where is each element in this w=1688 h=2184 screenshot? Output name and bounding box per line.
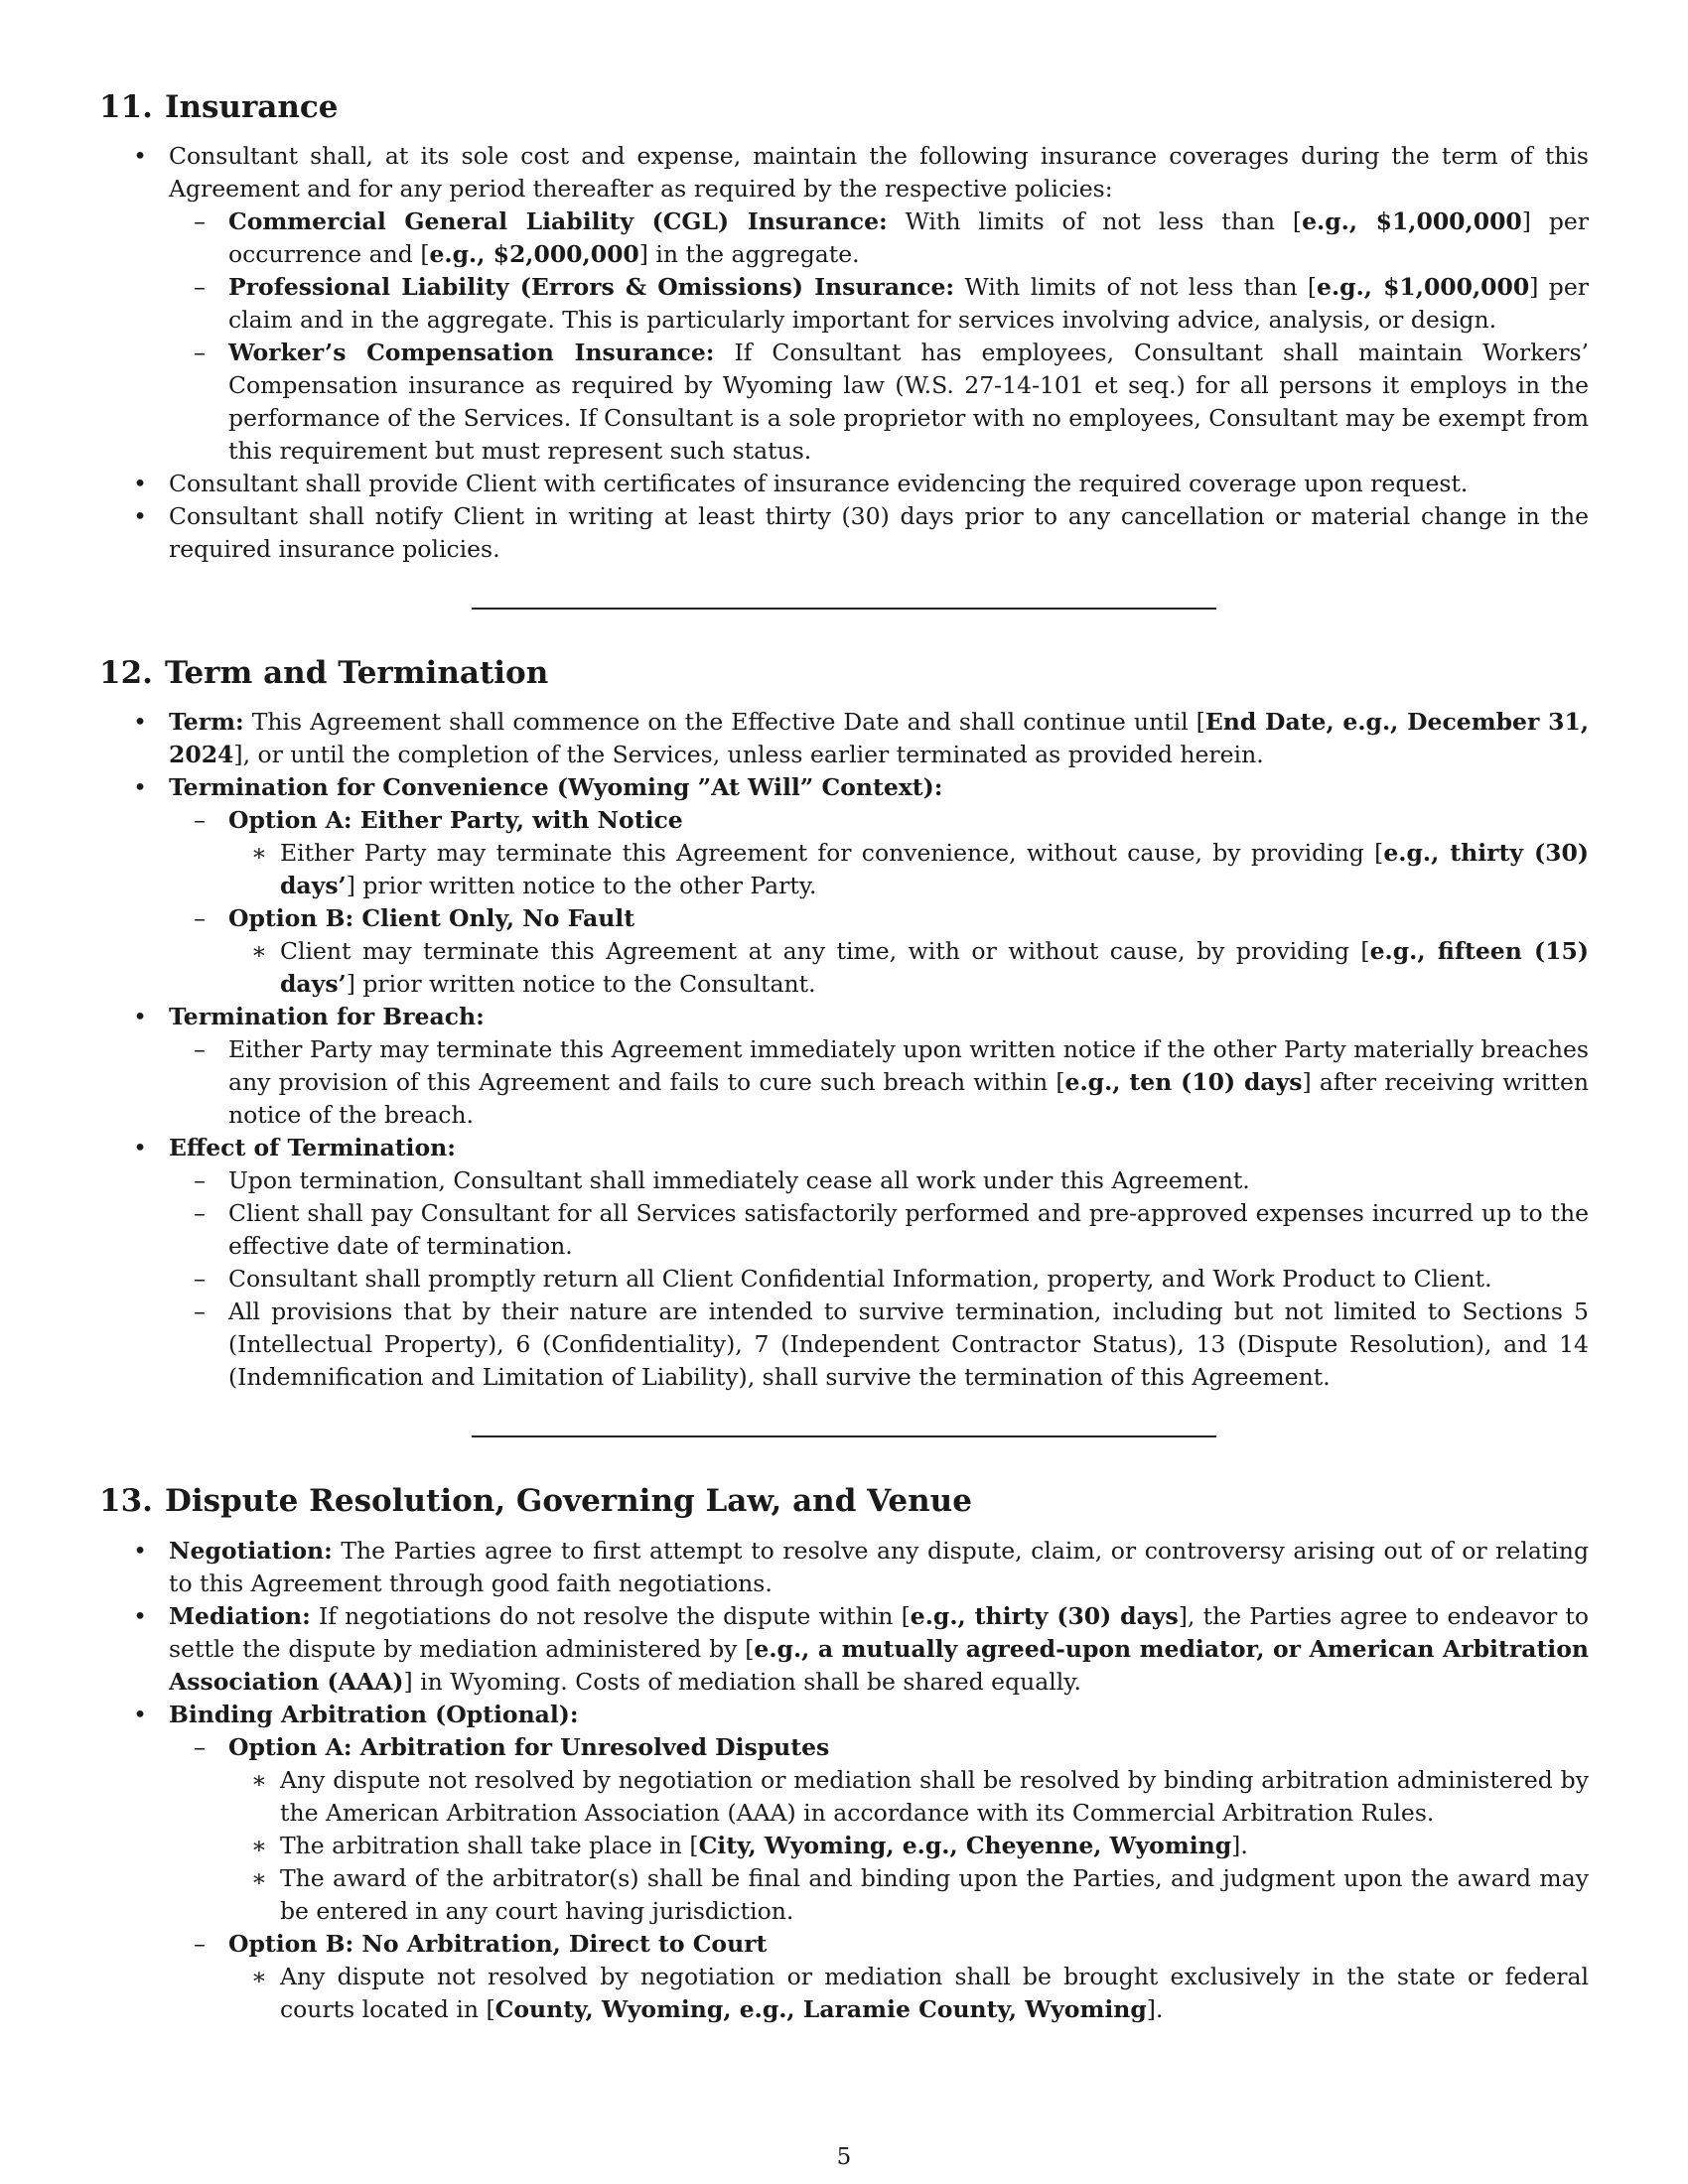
sub-list <box>169 1033 1589 1132</box>
list-item: • Binding Arbitration (Optional): – Option A: Arbitration for Unresolved Disputes ∗ Any dispute not resolved by negotiation or mediation shall be resolved by binding arbitration administered by the American Arbitration Association (AAA) in accordance with its Commercial Arbitration Rules. ∗ The arbitration shall take place in [City, Wyoming, e.g., Cheyenne, Wyoming]. ∗ The award of the arbitrator(s) shall be final and binding upon the Parties, and judgment upon the award may be entered in any court having jurisdiction. – Option B: No Arbitration, Direct to Court ∗ Any dispute not resolved by negotiation or mediation shall be brought exclusively in the state or federal courts located in [County, Wyoming, e.g., Laramie County, Wyoming]. <box>99 1699 1589 2026</box>
star-marker: ∗ <box>251 1765 267 1794</box>
list-item: ∗ The arbitration shall take place in [City, Wyoming, e.g., Cheyenne, Wyoming]. <box>228 1830 1589 1862</box>
bullet-marker: • <box>133 708 147 737</box>
list-item: – Professional Liability (Errors & Omissions) Insurance: With limits of not less than [e.g., $1,000,000] per claim and in the aggregate. This is particularly important for services involving advice, analysis, or design. <box>169 271 1589 337</box>
star-marker: ∗ <box>251 937 267 966</box>
dash-marker: – <box>194 1929 206 1958</box>
star-marker: ∗ <box>251 1962 267 1990</box>
list-item: – Worker’s Compensation Insurance: If Consultant has employees, Consultant shall maintain Workers’ Compensation insurance as required by Wyoming law (W.S. 27-14-101 et seq.) for all persons it employs in the performance of the Services. If Consultant is a sole proprietor with no employees, Consultant may be exempt from this requirement but must represent such status. <box>169 337 1589 468</box>
dash-marker: – <box>194 904 206 933</box>
star-marker: ∗ <box>251 1831 267 1859</box>
sub-sub-list <box>228 935 1589 1001</box>
sub-sub-list <box>228 1961 1589 2026</box>
list-item: – Option B: Client Only, No Fault ∗ Client may terminate this Agreement at any time, with or without cause, by providing [e.g., fifteen (15) days’] prior written notice to the Consultant. <box>169 902 1589 1001</box>
list-item: – Either Party may terminate this Agreement immediately upon written notice if the other Party materially breaches any provision of this Agreement and fails to cure such breach within [e.g., ten (10) days] after receiving written notice of the breach. <box>169 1033 1589 1132</box>
list-item: – Option A: Arbitration for Unresolved Disputes ∗ Any dispute not resolved by negotiation or mediation shall be resolved by binding arbitration administered by the American Arbitration Association (AAA) in accordance with its Commercial Arbitration Rules. ∗ The arbitration shall take place in [City, Wyoming, e.g., Cheyenne, Wyoming]. ∗ The award of the arbitrator(s) shall be final and binding upon the Parties, and judgment upon the award may be entered in any court having jurisdiction. <box>169 1731 1589 1928</box>
list-item: – Option B: No Arbitration, Direct to Court ∗ Any dispute not resolved by negotiation or mediation shall be brought exclusively in the state or federal courts located in [County, Wyoming, e.g., Laramie County, Wyoming]. <box>169 1928 1589 2026</box>
bullet-marker: • <box>133 1700 147 1728</box>
section-heading: 11. Insurance <box>99 89 339 125</box>
list-item: • Termination for Breach: – Either Party may terminate this Agreement immediately upon written notice if the other Party materially breaches any provision of this Agreement and fails to cure such breach within [e.g., ten (10) days] after receiving written notice of the breach. <box>99 1001 1589 1132</box>
dash-marker: – <box>194 1166 206 1195</box>
bullet-marker: • <box>133 773 147 802</box>
list-item: ∗ Either Party may terminate this Agreement for convenience, without cause, by providing [e.g., thirty (30) days’] prior written notice to the other Party. <box>251 839 1589 900</box>
dash-marker: – <box>194 1035 206 1064</box>
list-item: – Upon termination, Consultant shall immediately cease all work under this Agreement. <box>169 1164 1589 1197</box>
section-divider <box>472 1435 1216 1437</box>
section-term-termination <box>99 655 1589 1394</box>
section-heading: 13. Dispute Resolution, Governing Law, and Venue <box>99 1483 972 1520</box>
bullet-list <box>99 1535 1589 2026</box>
list-item: ∗ The award of the arbitrator(s) shall be final and binding upon the Parties, and judgment upon the award may be entered in any court having jurisdiction. <box>251 1863 1589 1925</box>
bullet-marker: • <box>133 1601 147 1630</box>
sub-list <box>169 1164 1589 1394</box>
bullet-marker: • <box>133 1134 147 1162</box>
list-item: – Client shall pay Consultant for all Services satisfactorily performed and pre-approved expenses incurred up to the effective date of termination. <box>169 1197 1589 1263</box>
list-item: • Negotiation: The Parties agree to first attempt to resolve any dispute, claim, or controversy arising out of or relating to this Agreement through good faith negotiations. <box>99 1535 1589 1600</box>
list-item: • Term: This Agreement shall commence on the Effective Date and shall continue until [End Date, e.g., December 31, 2024], or until the completion of the Services, unless earlier terminated as provided herein. <box>99 706 1589 771</box>
list-item: – All provisions that by their nature are intended to survive termination, including but not limited to Sections 5 (Intellectual Property), 6 (Confidentiality), 7 (Independent Contractor Status), 13 (Dispute Resolution), and 14 (Indemnification and Limitation of Liability), shall survive the termination of this Agreement. <box>169 1296 1589 1394</box>
section-dispute-resolution <box>99 1483 1589 2025</box>
section-heading: 12. Term and Termination <box>99 655 549 692</box>
list-item: – Commercial General Liability (CGL) Insurance: With limits of not less than [e.g., $1,000,000] per occurrence and [e.g., $2,000,000] in the aggregate. <box>169 205 1589 271</box>
section-divider <box>472 608 1216 610</box>
sub-sub-list <box>228 1764 1589 1928</box>
bullet-list <box>99 706 1589 1394</box>
section-insurance <box>99 89 1589 566</box>
page-number: 5 <box>836 2144 852 2170</box>
document-page <box>99 89 1589 2026</box>
dash-marker: – <box>194 339 206 367</box>
dash-marker: – <box>194 1199 206 1228</box>
bullet-list <box>99 140 1589 566</box>
bullet-marker: • <box>133 502 147 531</box>
bullet-marker: • <box>133 470 147 498</box>
bullet-marker: • <box>133 142 147 171</box>
list-item: ∗ Any dispute not resolved by negotiation or mediation shall be resolved by binding arbitration administered by the American Arbitration Association (AAA) in accordance with its Commercial Arbitration Rules. <box>251 1765 1589 1827</box>
list-item: ∗ Any dispute not resolved by negotiation or mediation shall be brought exclusively in the state or federal courts located in [County, Wyoming, e.g., Laramie County, Wyoming]. <box>251 1962 1589 2023</box>
list-item: • Consultant shall, at its sole cost and expense, maintain the following insurance coverages during the term of this Agreement and for any period thereafter as required by the respective policies: – Commercial General Liability (CGL) Insurance: With limits of not less than [e.g., $1,000,000] per occurrence and [e.g., $2,000,000] in the aggregate. – Professional Liability (Errors & Omissions) Insurance: With limits of not less than [e.g., $1,000,000] per claim and in the aggregate. This is particularly important for services involving advice, analysis, or design. – Worker’s Compensation Insurance: If Consultant has employees, Consultant shall maintain Workers’ Compensation insurance as required by Wyoming law (W.S. 27-14-101 et seq.) for all persons it employs in the performance of the Services. If Consultant is a sole proprietor with no employees, Consultant may be exempt from this requirement but must represent such status. <box>99 140 1589 468</box>
star-marker: ∗ <box>251 839 267 868</box>
list-item: ∗ Client may terminate this Agreement at any time, with or without cause, by providing [e.g., fifteen (15) days’] prior written notice to the Consultant. <box>251 937 1589 999</box>
list-item: • Termination for Convenience (Wyoming ”At Will” Context): – Option A: Either Party, with Notice ∗ Either Party may terminate this Agreement for convenience, without cause, by providing [e.g., thirty (30) days’] prior written notice to the other Party. – Option B: Client Only, No Fault ∗ Client may terminate this Agreement at any time, with or without cause, by providing [e.g., fifteen (15) days’] prior written notice to the Consultant. <box>99 771 1589 1001</box>
sub-list <box>169 1731 1589 2026</box>
sub-list <box>169 804 1589 1001</box>
list-item: – Option A: Either Party, with Notice ∗ Either Party may terminate this Agreement for convenience, without cause, by providing [e.g., thirty (30) days’] prior written notice to the other Party. <box>169 804 1589 902</box>
list-item: • Consultant shall provide Client with certificates of insurance evidencing the required coverage upon request. <box>99 468 1589 500</box>
dash-marker: – <box>194 1297 206 1326</box>
dash-marker: – <box>194 806 206 835</box>
list-item: • Mediation: If negotiations do not resolve the dispute within [e.g., thirty (30) days], the Parties agree to endeavor to settle the dispute by mediation administered by [e.g., a mutually agreed-upon mediator, or American Arbitration Association (AAA)] in Wyoming. Costs of mediation shall be shared equally. <box>99 1600 1589 1699</box>
list-item: • Consultant shall notify Client in writing at least thirty (30) days prior to any cancellation or material change in the required insurance policies. <box>99 500 1589 566</box>
sub-list <box>169 205 1589 468</box>
dash-marker: – <box>194 1265 206 1294</box>
star-marker: ∗ <box>251 1863 267 1892</box>
dash-marker: – <box>194 207 206 236</box>
bullet-marker: • <box>133 1003 147 1031</box>
bullet-marker: • <box>133 1536 147 1565</box>
list-item: – Consultant shall promptly return all Client Confidential Information, property, and Work Product to Client. <box>169 1263 1589 1296</box>
sub-sub-list <box>228 837 1589 902</box>
dash-marker: – <box>194 273 206 302</box>
list-item: • Effect of Termination: – Upon termination, Consultant shall immediately cease all work under this Agreement. – Client shall pay Consultant for all Services satisfactorily performed and pre-approved expenses incurred up to the effective date of termination. – Consultant shall promptly return all Client Confidential Information, property, and Work Product to Client. – All provisions that by their nature are intended to survive termination, including but not limited to Sections 5 (Intellectual Property), 6 (Confidentiality), 7 (Independent Contractor Status), 13 (Dispute Resolution), and 14 (Indemnification and Limitation of Liability), shall survive the termination of this Agreement. <box>99 1132 1589 1394</box>
dash-marker: – <box>194 1732 206 1761</box>
